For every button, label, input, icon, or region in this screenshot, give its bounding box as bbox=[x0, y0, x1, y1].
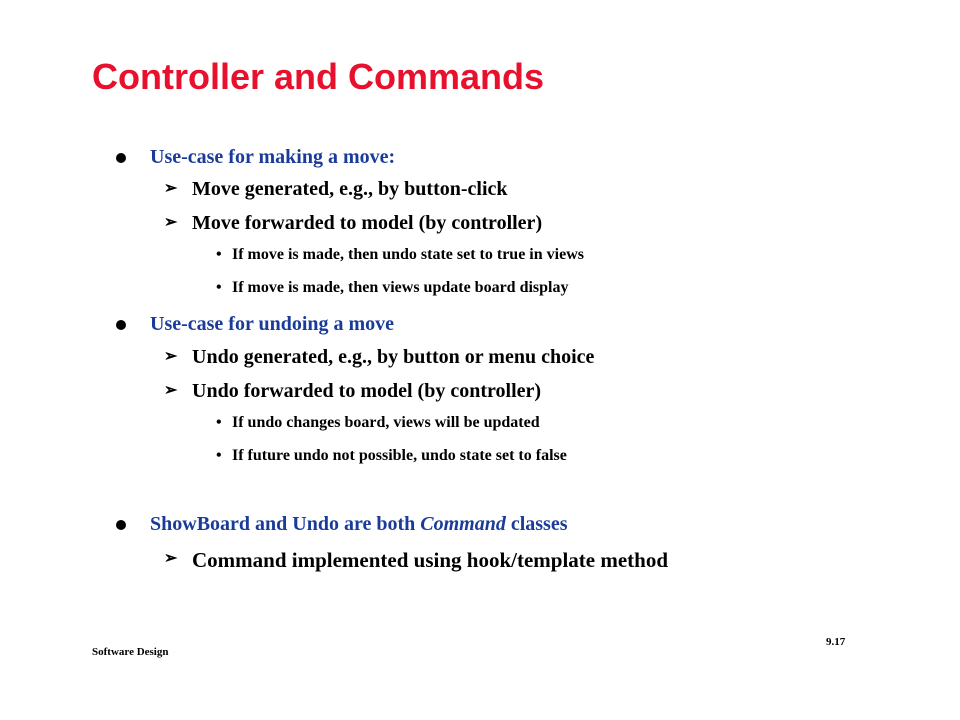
arrow-bullet-icon: ➢ bbox=[164, 214, 178, 231]
detail-text: If move is made, then undo state set to true in views bbox=[232, 246, 584, 263]
slide-title: Controller and Commands bbox=[92, 56, 545, 97]
footer-page-number: 9.17 bbox=[826, 636, 846, 648]
bullet-text: Use-case for making a move: bbox=[150, 146, 396, 168]
detail-text: If future undo not possible, undo state set to false bbox=[232, 447, 567, 464]
sub-bullet-text: Move forwarded to model (by controller) bbox=[192, 212, 543, 234]
footer-course-name: Software Design bbox=[92, 646, 169, 658]
dot-bullet-icon: • bbox=[216, 414, 222, 431]
bullet-text bbox=[150, 513, 568, 536]
bullet-text: Use-case for undoing a move bbox=[150, 313, 395, 335]
dot-bullet-icon: • bbox=[216, 246, 222, 263]
arrow-bullet-icon: ➢ bbox=[164, 348, 178, 365]
bullet-text-tail: classes bbox=[505, 513, 568, 535]
dot-bullet-icon: • bbox=[216, 447, 222, 464]
detail-text: If undo changes board, views will be updated bbox=[232, 414, 540, 431]
bullet-text-emphasis: Command bbox=[420, 513, 506, 535]
sub-bullet-text: Command implemented using hook/template method bbox=[192, 548, 669, 572]
bullet-dot-icon bbox=[116, 520, 126, 530]
arrow-bullet-icon: ➢ bbox=[164, 180, 178, 197]
arrow-bullet-icon: ➢ bbox=[164, 550, 178, 567]
bullet-text-lead: ShowBoard and Undo are both bbox=[150, 513, 421, 535]
arrow-bullet-icon: ➢ bbox=[164, 382, 178, 399]
dot-bullet-icon: • bbox=[216, 279, 222, 296]
sub-bullet-text: Move generated, e.g., by button-click bbox=[192, 178, 508, 200]
bullet-dot-icon bbox=[116, 320, 126, 330]
sub-bullet-text: Undo forwarded to model (by controller) bbox=[192, 380, 542, 402]
detail-text: If move is made, then views update board display bbox=[232, 279, 569, 296]
bullet-dot-icon bbox=[116, 153, 126, 163]
sub-bullet-text: Undo generated, e.g., by button or menu choice bbox=[192, 346, 595, 368]
